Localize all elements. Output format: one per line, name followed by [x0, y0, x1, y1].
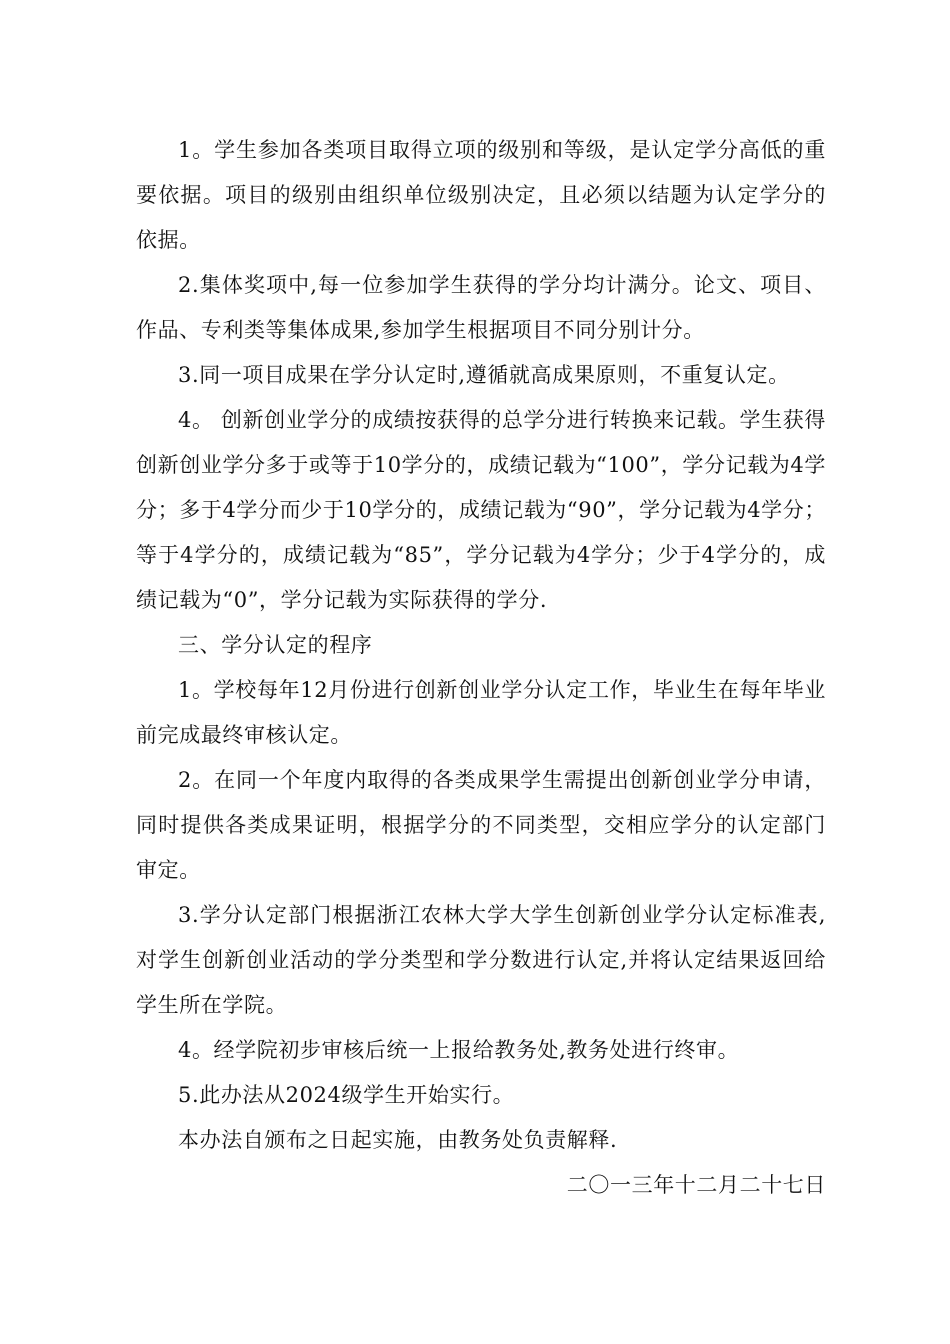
paragraph-rule-2: 2.集体奖项中,每一位参加学生获得的学分均计满分。论文、项目、作品、专利类等集体成果,参加学生根据项目不同分别计分。 [136, 273, 826, 342]
paragraph-procedure-1: 1。学校每年12月份进行创新创业学分认定工作，毕业生在每年毕业前完成最终审核认定。 [136, 678, 826, 747]
paragraph-procedure-2: 2。在同一个年度内取得的各类成果学生需提出创新创业学分申请，同时提供各类成果证明，根据学分的不同类型，交相应学分的认定部门审定。 [136, 768, 826, 882]
paragraph-rule-3: 3.同一项目成果在学分认定时,遵循就高成果原则，不重复认定。 [178, 363, 790, 387]
paragraph-rule-4: 4。 创新创业学分的成绩按获得的总学分进行转换来记载。学生获得创新创业学分多于或等于10学分的，成绩记载为“100”，学分记载为4学分；多于4学分而少于10学分的，成绩记载为“90”，学分记载为4学分；等于4学分的，成绩记载为“85”，学分记载为4学分；少于4学分的，成绩记载为“0”，学分记载为实际获得的学分. [136, 408, 826, 612]
document-page [136, 128, 826, 1208]
paragraph-rule-1: 1。学生参加各类项目取得立项的级别和等级，是认定学分高低的重要依据。项目的级别由组织单位级别决定，且必须以结题为认定学分的依据。 [136, 138, 826, 252]
paragraph-procedure-4: 4。经学院初步审核后统一上报给教务处,教务处进行终审。 [178, 1038, 740, 1062]
paragraph-procedure-3: 3.学分认定部门根据浙江农林大学大学生创新创业学分认定标准表,对学生创新创业活动的学分类型和学分数进行认定,并将认定结果返回给学生所在学院。 [136, 903, 826, 1017]
document-date: 二〇一三年十二月二十七日 [566, 1173, 826, 1197]
paragraph-closing: 本办法自颁布之日起实施，由教务处负责解释. [178, 1128, 618, 1152]
section-heading-procedure: 三、学分认定的程序 [178, 633, 373, 657]
paragraph-procedure-5: 5.此办法从2024级学生开始实行。 [178, 1083, 515, 1107]
